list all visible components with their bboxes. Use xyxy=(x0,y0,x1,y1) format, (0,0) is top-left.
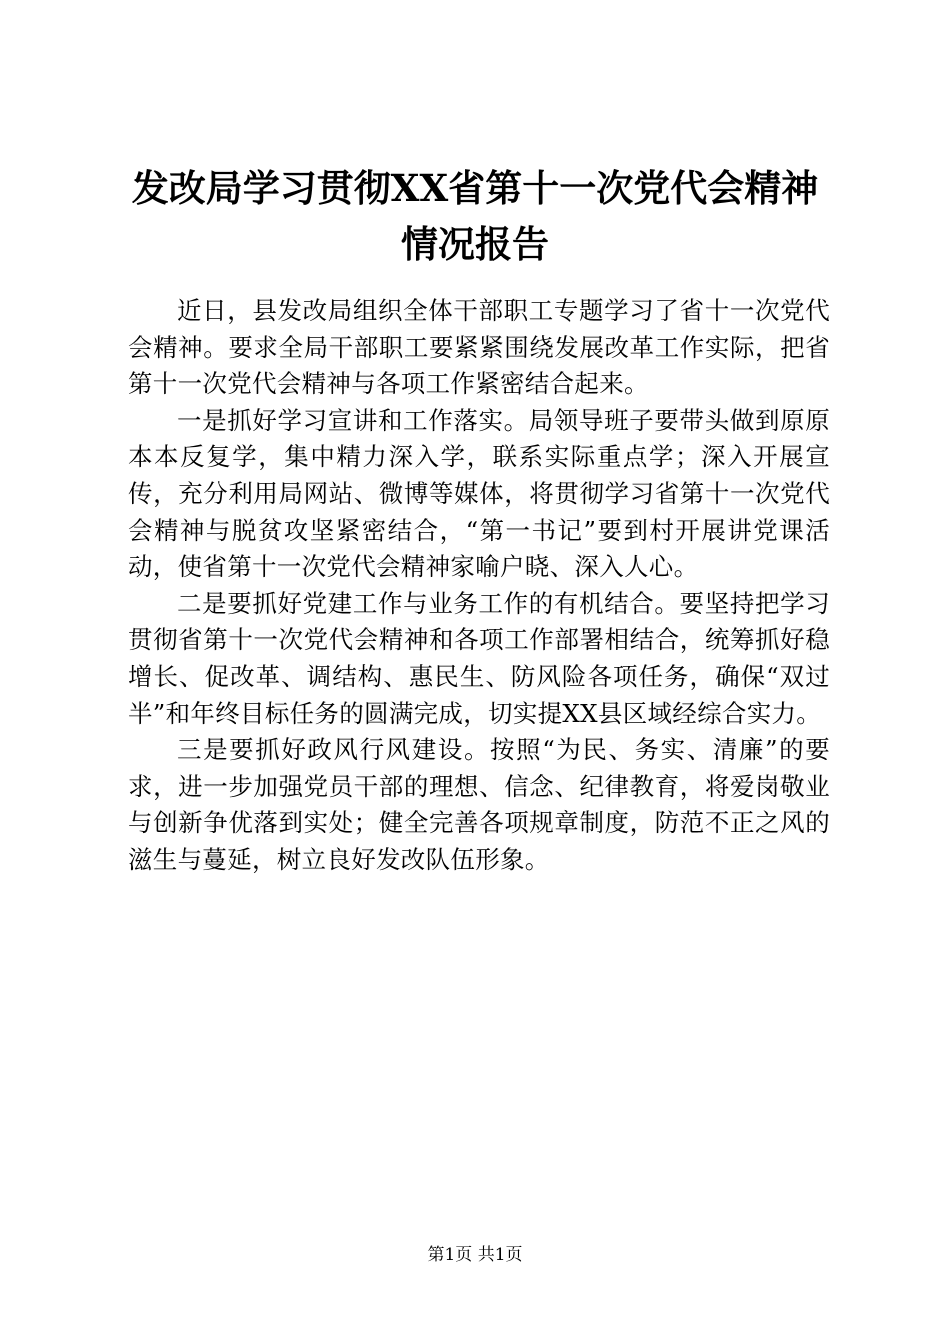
document-title: 发改局学习贯彻XX省第十一次党代会精神情况报告 xyxy=(131,166,819,266)
paragraph-point-one: 一是抓好学习宣讲和工作落实。局领导班子要带头做到原原本本反复学，集中精力深入学，联系实际重点学；深入开展宣传，充分利用局网站、微博等媒体，将贯彻学习省第十一次党代会精神与脱贫攻坚紧密结合，“第一书记”要到村开展讲党课活动，使省第十一次党代会精神家喻户晓、深入人心。 xyxy=(128,405,830,582)
paragraph-point-three: 三是要抓好政风行风建设。按照“为民、务实、清廉”的要求，进一步加强党员干部的理想、信念、纪律教育，将爱岗敬业与创新争优落到实处；健全完善各项规章制度，防范不正之风的滋生与蔓延，树立良好发改队伍形象。 xyxy=(128,735,830,874)
document-body xyxy=(128,293,830,879)
paragraph-intro: 近日，县发改局组织全体干部职工专题学习了省十一次党代会精神。要求全局干部职工要紧紧围绕发展改革工作实际，把省第十一次党代会精神与各项工作紧密结合起来。 xyxy=(128,296,830,399)
paragraph-point-two: 二是要抓好党建工作与业务工作的有机结合。要坚持把学习贯彻省第十一次党代会精神和各项工作部署相结合，统筹抓好稳增长、促改革、调结构、惠民生、防风险各项任务，确保“双过半”和年终目标任务的圆满完成，切实提XX县区域经综合实力。 xyxy=(128,588,831,728)
page-number-footer: 第1页 共1页 xyxy=(427,1245,523,1265)
